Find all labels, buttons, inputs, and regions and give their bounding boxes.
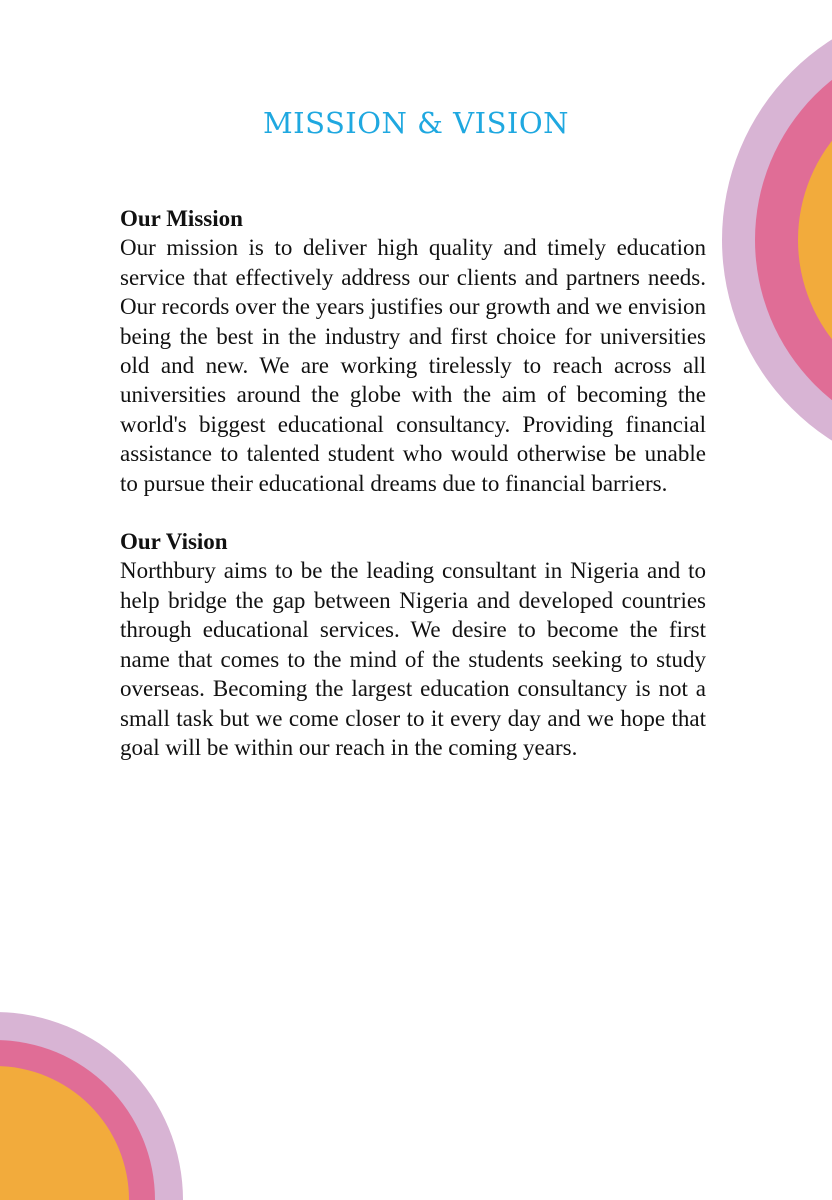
vision-paragraph: Northbury aims to be the leading consultant in Nigeria and to help bridge the gap between Nigeria and developed countries through educational services. We desire to become the first name that comes to the mind of the students seeking to study overseas. Becoming the largest education consultancy is not a small task but we come closer to it every day and we hope that goal will be within our reach in the coming years.	[120, 558, 706, 760]
mission-heading: Our Mission	[120, 206, 243, 231]
vision-heading: Our Vision	[120, 529, 228, 555]
bottom-left-circles-decoration	[0, 1012, 183, 1200]
mission-section	[120, 204, 706, 498]
top-right-circles-decoration	[722, 2, 832, 478]
mission-paragraph: Our mission is to deliver high quality and timely education service that effectively address our clients and partners needs. Our records over the years justifies our growth and we envision being the best in the industry and first choice for universities old and new. We are working tirelessly to reach across all universities around the globe with the aim of becoming the world's biggest educational consultancy. Providing financial assistance to talented student who would otherwise be unable to pursue their educational dreams due to financial barriers.	[120, 235, 706, 496]
vision-section	[120, 527, 706, 762]
document-content	[120, 204, 706, 762]
page-title: MISSION & VISION	[262, 106, 570, 140]
